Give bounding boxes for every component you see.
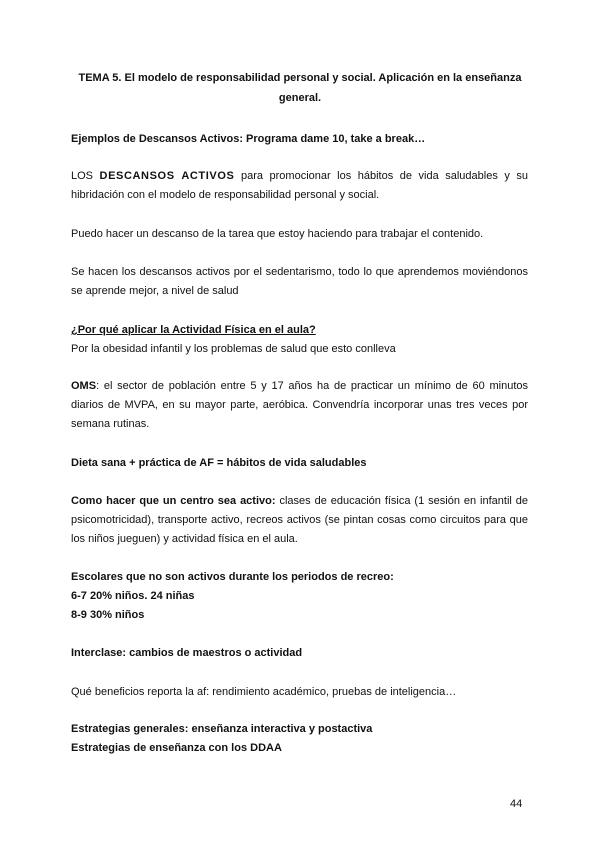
- af-answer: Por la obesidad infantil y los problemas de salud que esto conlleva: [71, 343, 396, 355]
- break-paragraph: Puedo hacer un descanso de la tarea que estoy haciendo para trabajar el contenido.: [71, 228, 484, 240]
- active-center-text: clases de educación física (1 sesión en infantil de psicomotricidad), transporte activo, recreos activos (se pintan cosas como circuitos para que los niños jueguen) y actividad física en el aula.: [71, 495, 528, 545]
- descansos-paragraph: [71, 167, 528, 205]
- diet-line: Dieta sana + práctica de AF = hábitos de vida saludables: [71, 457, 367, 469]
- interclase-line: Interclase: cambios de maestros o actividad: [71, 647, 303, 659]
- descansos-rest: para promocionar los hábitos de vida saludables y su hibridación con el modelo de responsabilidad personal y social.: [71, 170, 528, 201]
- strategies-general: Estrategias generales: enseñanza interactiva y postactiva: [71, 723, 373, 735]
- active-center-label: Como hacer que un centro sea activo:: [71, 495, 276, 507]
- active-center-paragraph: [71, 492, 528, 549]
- recess-stat-2: 8-9 30% niños: [71, 609, 145, 621]
- page-title: TEMA 5. El modelo de responsabilidad personal y social. Aplicación en la enseñanza general.: [78, 72, 522, 104]
- page-number: 44: [510, 798, 523, 810]
- oms-text: : el sector de población entre 5 y 17 años ha de practicar un mínimo de 60 minutos diarios de MVPA, en su mayor parte, aeróbica. Convendría incorporar unas tres veces por semana rutinas.: [71, 380, 528, 430]
- recess-heading: Escolares que no son activos durante los periodos de recreo:: [71, 571, 394, 583]
- oms-paragraph: [71, 377, 528, 434]
- descansos-bold: DESCANSOS ACTIVOS: [99, 170, 235, 182]
- strategies-ddaa: Estrategias de enseñanza con los DDAA: [71, 742, 282, 754]
- sedentarismo-paragraph: Se hacen los descansos activos por el sedentarismo, todo lo que aprendemos moviéndonos se aprende mejor, a nivel de salud: [71, 266, 528, 297]
- recess-stat-1: 6-7 20% niños. 24 niñas: [71, 590, 195, 602]
- af-question-heading: ¿Por qué aplicar la Actividad Física en el aula?: [71, 324, 316, 336]
- examples-heading: Ejemplos de Descansos Activos: Programa dame 10, take a break…: [71, 133, 426, 145]
- oms-label: OMS: [71, 380, 97, 392]
- descansos-lead: LOS: [71, 170, 94, 182]
- benefits-line: Qué beneficios reporta la af: rendimiento académico, pruebas de inteligencia…: [71, 686, 457, 698]
